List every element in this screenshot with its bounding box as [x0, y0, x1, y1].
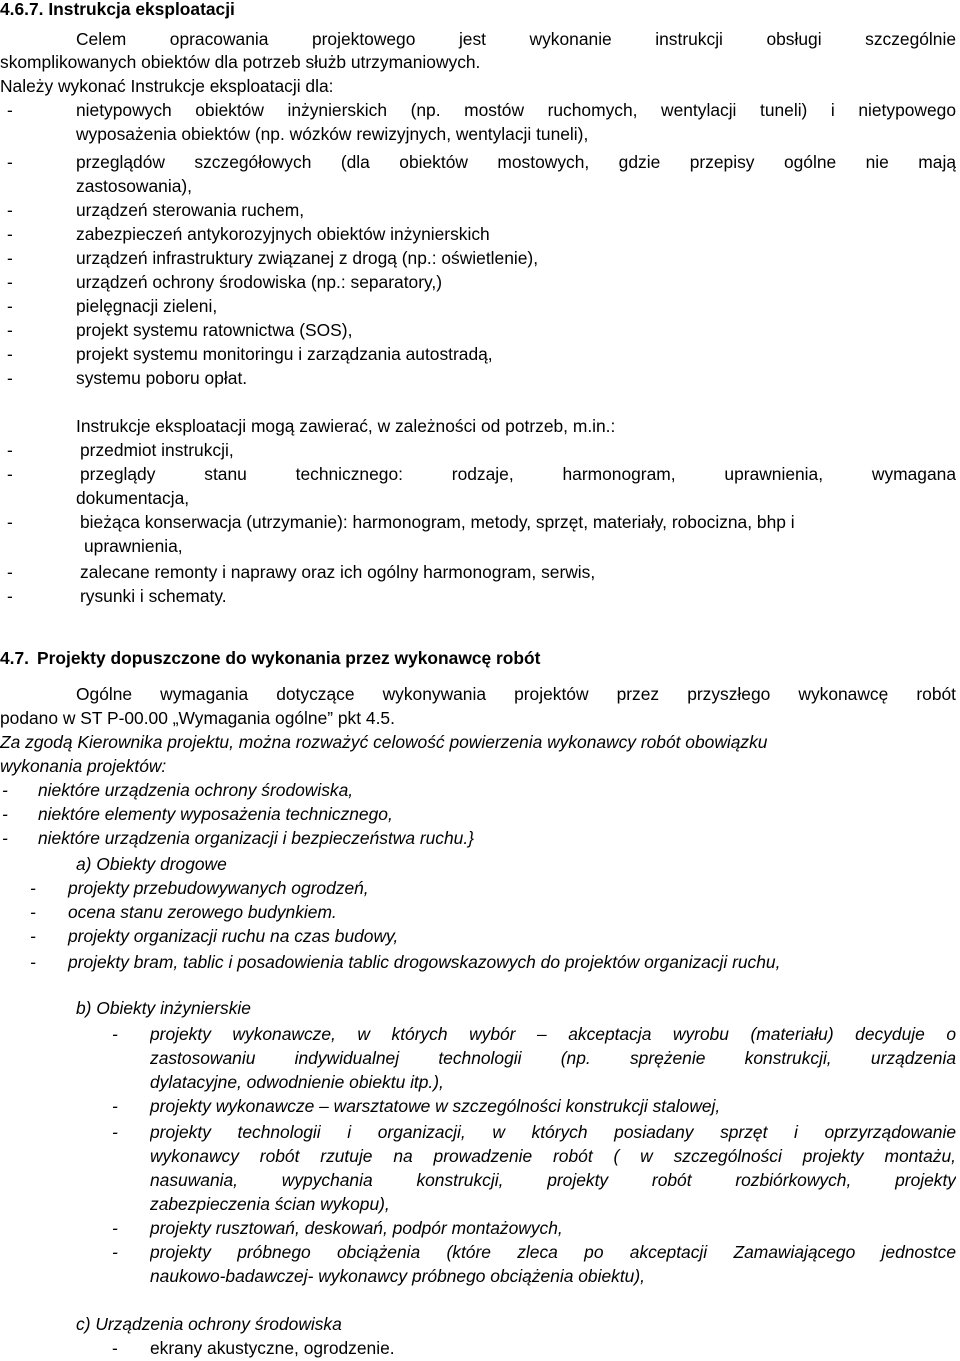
subsection-title-b: b) Obiekty inżynierskie: [76, 998, 251, 1018]
list-item-continuation: wykonawcy robót rzutuje na prowadzenie robót ( w szczególności projekty montażu,: [150, 1146, 956, 1166]
list-item: projekty przebudowywanych ogrodzeń,: [68, 878, 369, 898]
list-item-continuation: uprawnienia,: [84, 536, 183, 556]
list-item-continuation: zabezpieczenia ścian wykopu),: [150, 1194, 390, 1214]
list-item: przedmiot instrukcji,: [80, 440, 234, 460]
intro-paragraph-line-3: Należy wykonać Instrukcje eksploatacji dla:: [0, 76, 334, 96]
list-dash: -: [7, 200, 13, 220]
list-dash: -: [112, 1338, 118, 1358]
paragraph-line: podano w ST P-00.00 „Wymagania ogólne” pkt 4.5.: [0, 708, 395, 728]
list-item: projekty technologii i organizacji, w których posiadany sprzęt i oprzyrządowanie: [150, 1122, 956, 1142]
list-item: urządzeń sterowania ruchem,: [76, 200, 305, 220]
list-dash: -: [30, 926, 36, 946]
list-dash: -: [7, 224, 13, 244]
list-item: ekrany akustyczne, ogrodzenie.: [150, 1338, 395, 1358]
list-dash: -: [2, 804, 8, 824]
list-dash: -: [2, 780, 8, 800]
list-item: projekty wykonawcze – warsztatowe w szczególności konstrukcji stalowej,: [150, 1096, 721, 1116]
list-dash: -: [7, 100, 13, 120]
list-item: przeglądów szczegółowych (dla obiektów mostowych, gdzie przepisy ogólne nie mają: [76, 152, 956, 172]
list-item: niektóre urządzenia organizacji i bezpieczeństwa ruchu.}: [38, 828, 474, 848]
subsection-title-c: c) Urządzenia ochrony środowiska: [76, 1314, 342, 1334]
list-dash: -: [30, 878, 36, 898]
section-number-4-7: 4.7.: [0, 648, 30, 668]
list-item: systemu poboru opłat.: [76, 368, 248, 388]
list-dash: -: [30, 952, 36, 972]
subsection-title-a: a) Obiekty drogowe: [76, 854, 227, 874]
list-item: nietypowych obiektów inżynierskich (np. mostów ruchomych, wentylacji tuneli) i nietypowego: [76, 100, 956, 120]
paragraph-line: Za zgodą Kierownika projektu, można rozważyć celowość powierzenia wykonawcy robót obowiązku: [0, 732, 768, 752]
list-dash: -: [7, 368, 13, 388]
list-dash: -: [2, 828, 8, 848]
list-dash: -: [112, 1096, 118, 1116]
list-dash: -: [7, 562, 13, 582]
list-item: projekt systemu ratownictwa (SOS),: [76, 320, 353, 340]
list-dash: -: [7, 248, 13, 268]
section-heading-4-6-7: 4.6.7. Instrukcja eksploatacji: [0, 0, 235, 19]
list-item-continuation: nasuwania, wypychania konstrukcji, projekty robót rozbiórkowych, projekty: [150, 1170, 956, 1190]
list-item: projekt systemu monitoringu i zarządzania autostradą,: [76, 344, 493, 364]
list-item: projekty próbnego obciążenia (które zleca po akceptacji Zamawiającego jednostce: [150, 1242, 956, 1262]
list-dash: -: [7, 464, 13, 484]
list-item-continuation: naukowo-badawczej- wykonawcy próbnego obciążenia obiektu),: [150, 1266, 645, 1286]
list-item: zabezpieczeń antykorozyjnych obiektów inżynierskich: [76, 224, 490, 244]
list-item: projekty organizacji ruchu na czas budowy,: [68, 926, 399, 946]
list-item: zalecane remonty i naprawy oraz ich ogólny harmonogram, serwis,: [80, 562, 596, 582]
list-item-continuation: zastosowaniu indywidualnej technologii (np. sprężenie konstrukcji, urządzenia: [150, 1048, 956, 1068]
list-dash: -: [112, 1122, 118, 1142]
list-item: projekty rusztowań, deskowań, podpór montażowych,: [150, 1218, 563, 1238]
list-item: urządzeń infrastruktury związanej z drogą (np.: oświetlenie),: [76, 248, 539, 268]
list-item: pielęgnacji zieleni,: [76, 296, 218, 316]
list-dash: -: [30, 902, 36, 922]
list-item: ocena stanu zerowego budynkiem.: [68, 902, 337, 922]
list-item: niektóre urządzenia ochrony środowiska,: [38, 780, 354, 800]
list-dash: -: [112, 1218, 118, 1238]
list-item: projekty wykonawcze, w których wybór – akceptacja wyrobu (materiału) decyduje o: [150, 1024, 956, 1044]
list-item: niektóre elementy wyposażenia technicznego,: [38, 804, 393, 824]
list-item: rysunki i schematy.: [80, 586, 227, 606]
list-item-continuation: dylatacyjne, odwodnienie obiektu itp.),: [150, 1072, 444, 1092]
list-dash: -: [7, 152, 13, 172]
intro-paragraph-line-2: skomplikowanych obiektów dla potrzeb służb utrzymaniowych.: [0, 52, 481, 72]
list-item-continuation: dokumentacja,: [76, 488, 190, 508]
intro-paragraph-line-1: Celem opracowania projektowego jest wykonanie instrukcji obsługi szczególnie: [76, 29, 956, 49]
list-dash: -: [7, 296, 13, 316]
list-item-continuation: wyposażenia obiektów (np. wózków rewizyjnych, wentylacji tuneli),: [76, 124, 589, 144]
list-dash: -: [7, 440, 13, 460]
list-item: przeglądy stanu technicznego: rodzaje, harmonogram, uprawnienia, wymagana: [80, 464, 956, 484]
paragraph-line: wykonania projektów:: [0, 756, 167, 776]
list-dash: -: [7, 272, 13, 292]
list-item: urządzeń ochrony środowiska (np.: separatory,): [76, 272, 443, 292]
list-dash: -: [112, 1024, 118, 1044]
list-dash: -: [7, 320, 13, 340]
list-item: projekty bram, tablic i posadowienia tablic drogowskazowych do projektów organizacji ruchu,: [68, 952, 781, 972]
list-dash: -: [7, 586, 13, 606]
list-item: bieżąca konserwacja (utrzymanie): harmonogram, metody, sprzęt, materiały, robocizna, bhp i: [80, 512, 795, 532]
list-dash: -: [112, 1242, 118, 1262]
list-dash: -: [7, 344, 13, 364]
content-intro: Instrukcje eksploatacji mogą zawierać, w zależności od potrzeb, m.in.:: [76, 416, 616, 436]
section-heading-4-7: Projekty dopuszczone do wykonania przez wykonawcę robót: [37, 648, 541, 668]
paragraph-line: Ogólne wymagania dotyczące wykonywania projektów przez przyszłego wykonawcę robót: [76, 684, 956, 704]
list-dash: -: [7, 512, 13, 532]
list-item-continuation: zastosowania),: [76, 176, 192, 196]
